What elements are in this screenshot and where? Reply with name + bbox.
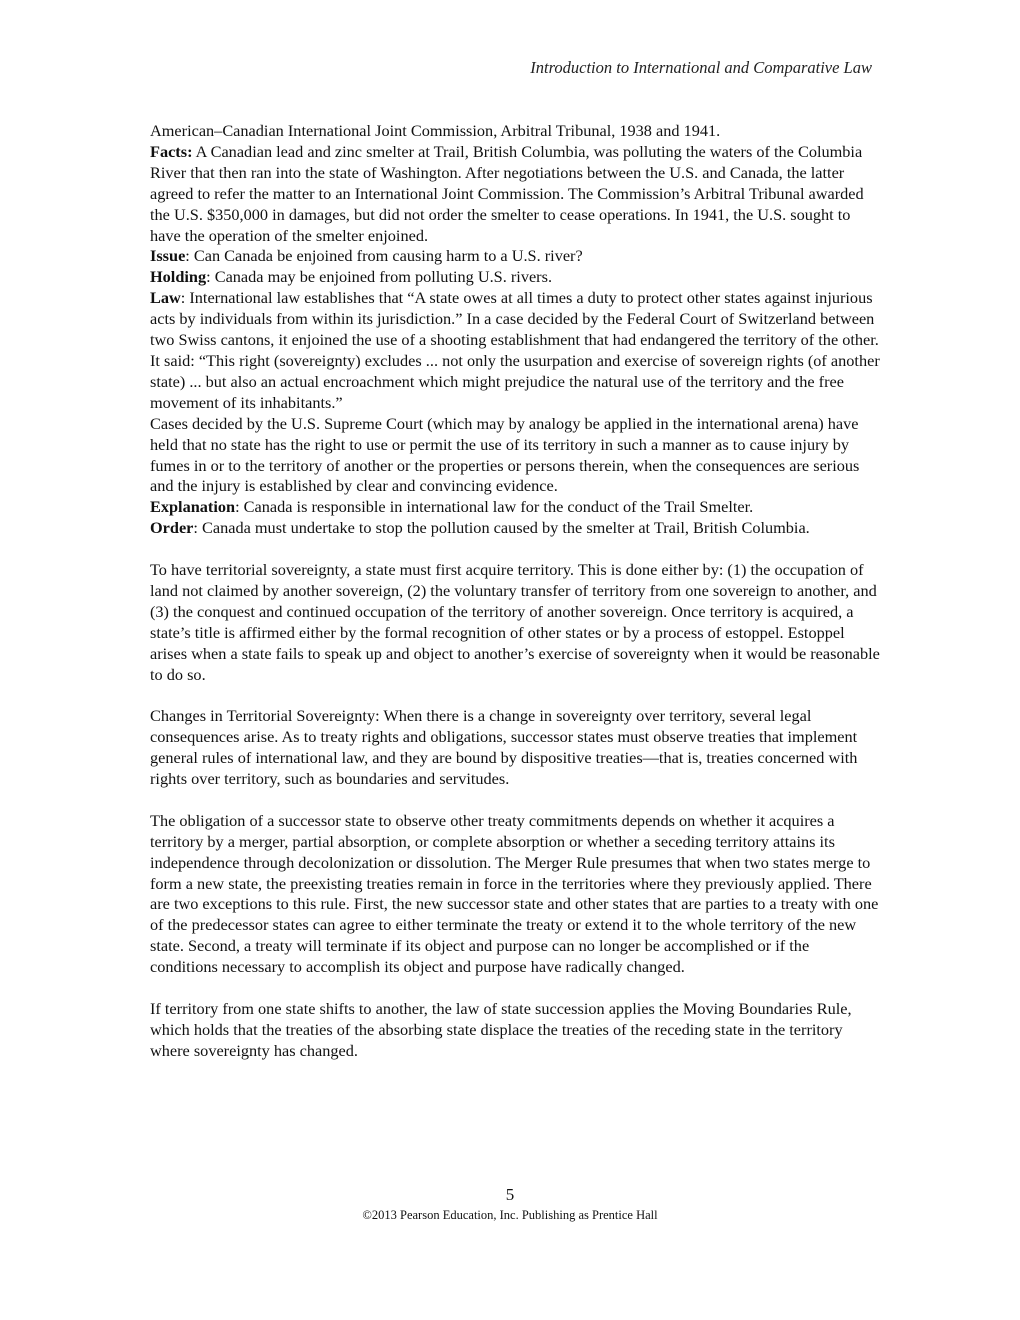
explanation-label: Explanation bbox=[150, 497, 236, 517]
holding-text: : Canada may be enjoined from polluting U.S. rivers. bbox=[206, 267, 553, 287]
running-header: Introduction to International and Comparative Law bbox=[530, 58, 872, 77]
paragraph-territorial-sovereignty: To have territorial sovereignty, a state must first acquire territory. This is done either by: (1) the occupation of land not claimed by another sovereign, (2) the voluntary transfer of territory from one sovereign to another, and (3) the conquest and continued occupation of the territory of another sovereign. Once territory is acquired, a state’s title is affirmed either by the formal recognition of other states or by a process of estoppel. Estoppel arises when a state fails to speak up and object to another’s exercise of sovereignty when it would be reasonable to do so. bbox=[150, 560, 880, 684]
copyright-notice: ©2013 Pearson Education, Inc. Publishing as Prentice Hall bbox=[362, 1208, 658, 1222]
order-text: : Canada must undertake to stop the pollution caused by the smelter at Trail, British Columbia. bbox=[193, 518, 810, 538]
case-facts bbox=[150, 142, 880, 247]
order-label: Order bbox=[150, 518, 194, 538]
case-supreme-court: Cases decided by the U.S. Supreme Court (which may by analogy be applied in the international arena) have held that no state has the right to use or permit the use of its territory in such a manner as to cause injury by fumes in or to the territory of another or the properties or persons therein, when the consequences are serious and the injury is established by clear and convincing evidence. bbox=[150, 413, 860, 496]
law-text: : International law establishes that “A state owes at all times a duty to protect other states against injurious acts by individuals from within its jurisdiction.” In a case decided by the Federal Court of Switzerland between two Swiss cantons, it enjoined the use of a shooting establishment that had endangered the territory of the other. It said: “This right (sovereignty) excludes ... not only the usurpation and exercise of sovereign rights (of another state) ... but also an actual encroachment which might prejudice the natural use of the territory and the free movement of its inhabitants.” bbox=[150, 288, 880, 412]
case-holding bbox=[150, 267, 880, 288]
issue-label: Issue bbox=[150, 246, 186, 266]
issue-text: : Can Canada be enjoined from causing harm to a U.S. river? bbox=[185, 246, 583, 266]
paragraph-successor-obligations: The obligation of a successor state to observe other treaty commitments depends on whether it acquires a territory by a merger, partial absorption, or complete absorption or whether a seceding territory attains its independence through decolonization or dissolution. The Merger Rule presumes that when two states merge to form a new state, the preexisting treaties remain in force in the territories where they previously applied. There are two exceptions to this rule. First, the new successor state and other states that are parties to a treaty with one of the predecessor states can agree to either terminate the treaty or extend it to the whole territory of the new state. Second, a treaty will terminate if its object and purpose can no longer be accomplished or if the conditions necessary to accomplish its object and purpose have radically changed. bbox=[150, 810, 879, 977]
case-order bbox=[150, 518, 880, 539]
case-law bbox=[150, 288, 880, 413]
case-explanation bbox=[150, 497, 880, 518]
facts-label: Facts: bbox=[150, 141, 193, 161]
holding-label: Holding bbox=[150, 267, 207, 287]
case-citation: American–Canadian International Joint Commission, Arbitral Tribunal, 1938 and 1941. bbox=[150, 121, 721, 140]
paragraph-moving-boundaries: If territory from one state shifts to another, the law of state succession applies the Moving Boundaries Rule, which holds that the treaties of the absorbing state displace the treaties of the receding state in the territory where sovereignty has changed. bbox=[150, 999, 852, 1060]
facts-text: A Canadian lead and zinc smelter at Trail, British Columbia, was polluting the waters of the Columbia River that then ran into the state of Washington. After negotiations between the U.S. and Canada, the latter agreed to refer the matter to an International Joint Commission. The Commission’s Arbitral Tribunal awarded the U.S. $350,000 in damages, but did not order the smelter to cease operations. In 1941, the U.S. sought to have the operation of the smelter enjoined. bbox=[150, 141, 864, 245]
case-issue bbox=[150, 246, 880, 267]
page-number: 5 bbox=[505, 1185, 515, 1204]
law-label: Law bbox=[150, 288, 181, 308]
explanation-text: : Canada is responsible in international law for the conduct of the Trail Smelter. bbox=[235, 497, 754, 517]
paragraph-changes-sovereignty: Changes in Territorial Sovereignty: When there is a change in sovereignty over territory, several legal consequences arise. As to treaty rights and obligations, successor states must observe treaties that implement general rules of international law, and they are bound by dispositive treaties—that is, treaties concerned with rights over territory, such as boundaries and servitudes. bbox=[150, 706, 858, 789]
page-content bbox=[150, 121, 880, 1062]
